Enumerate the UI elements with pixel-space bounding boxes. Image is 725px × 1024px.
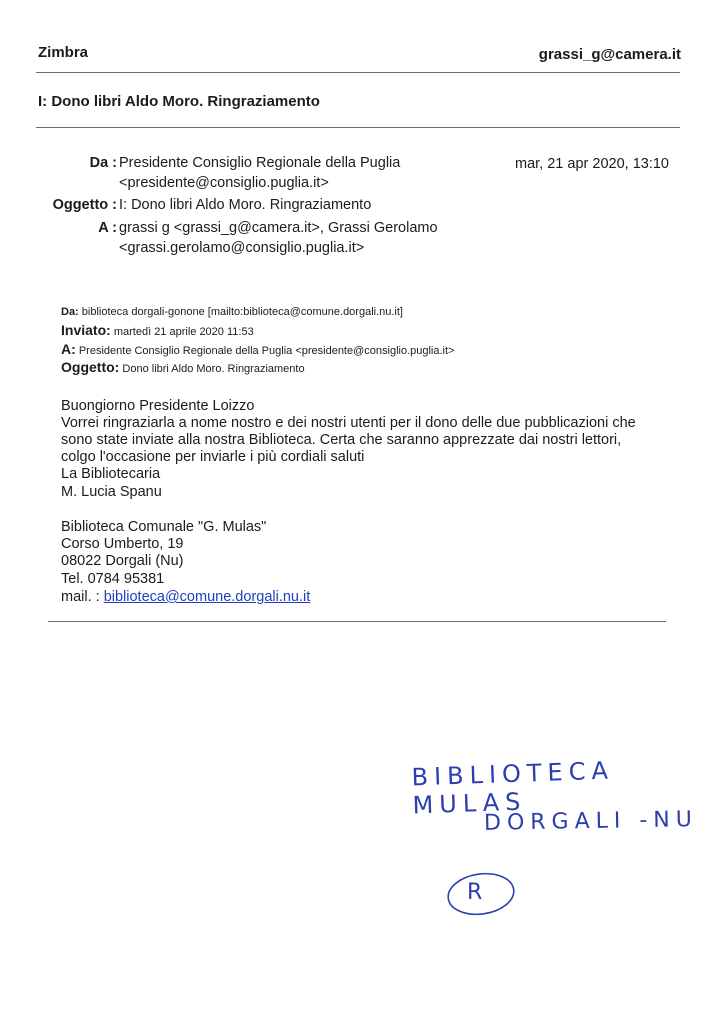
email-link[interactable]: biblioteca@comune.dorgali.nu.it xyxy=(103,589,311,605)
fwd-sent xyxy=(61,322,254,338)
body-line: M. Lucia Spanu xyxy=(61,484,162,500)
fwd-from-label: Da: xyxy=(61,306,79,318)
fwd-to-value: Presidente Consiglio Regionale della Puglia <presidente@consiglio.puglia.it> xyxy=(78,345,455,357)
signature-mail xyxy=(61,589,310,606)
subject-value: I: Dono libri Aldo Moro. Ringraziamento xyxy=(119,197,372,213)
body-line: sono state inviate alla nostra Biblioteca. Certa che saranno apprezzate dai nostri lettori, xyxy=(61,432,622,448)
handwritten-note-line-1: BIBLIOTECA MULAS xyxy=(411,756,615,820)
signature-line: Corso Umberto, 19 xyxy=(61,536,184,552)
fwd-from xyxy=(61,306,403,318)
subject-divider xyxy=(36,127,680,128)
fwd-to xyxy=(61,341,454,357)
to-line-2: <grassi.gerolamo@consiglio.puglia.it> xyxy=(119,240,365,256)
handwritten-note-line-2: DORGALI -NU xyxy=(483,807,699,836)
app-name: Zimbra xyxy=(38,44,89,61)
body-line: Vorrei ringraziarla a nome nostro e dei nostri utenti per il dono delle due pubblicazioni che xyxy=(61,415,636,431)
mail-label: mail. : xyxy=(61,589,100,605)
from-email: <presidente@consiglio.puglia.it> xyxy=(119,175,329,191)
stamp-letter: R xyxy=(467,880,483,905)
fwd-sent-label: Inviato: xyxy=(61,322,111,338)
message-date: mar, 21 apr 2020, 13:10 xyxy=(515,156,669,172)
account-email: grassi_g@camera.it xyxy=(538,46,681,63)
subject-label: Oggetto : xyxy=(52,197,117,213)
fwd-subject-value: Dono libri Aldo Moro. Ringraziamento xyxy=(122,363,305,375)
signature-line: 08022 Dorgali (Nu) xyxy=(61,553,184,569)
body-line: La Bibliotecaria xyxy=(61,466,161,482)
from-label: Da : xyxy=(89,155,117,171)
fwd-to-label: A: xyxy=(61,341,76,357)
handwritten-stamp xyxy=(445,870,517,918)
header-divider xyxy=(36,72,680,73)
to-line-1: grassi g <grassi_g@camera.it>, Grassi Gerolamo xyxy=(119,220,438,236)
to-label: A : xyxy=(98,220,117,236)
fwd-subject xyxy=(61,359,305,375)
message-subject-title: I: Dono libri Aldo Moro. Ringraziamento xyxy=(38,93,320,110)
from-name: Presidente Consiglio Regionale della Puglia xyxy=(119,155,401,171)
fwd-subject-label: Oggetto: xyxy=(61,359,120,375)
body-end-divider xyxy=(48,621,666,622)
fwd-from-value: biblioteca dorgali-gonone [mailto:biblioteca@comune.dorgali.nu.it] xyxy=(81,306,403,318)
fwd-sent-value: martedì 21 aprile 2020 11:53 xyxy=(113,326,254,338)
signature-line: Tel. 0784 95381 xyxy=(61,571,165,587)
body-line: Buongiorno Presidente Loizzo xyxy=(61,398,255,414)
body-line: colgo l'occasione per inviarle i più cordiali saluti xyxy=(61,449,365,465)
signature-line: Biblioteca Comunale "G. Mulas" xyxy=(61,519,267,535)
